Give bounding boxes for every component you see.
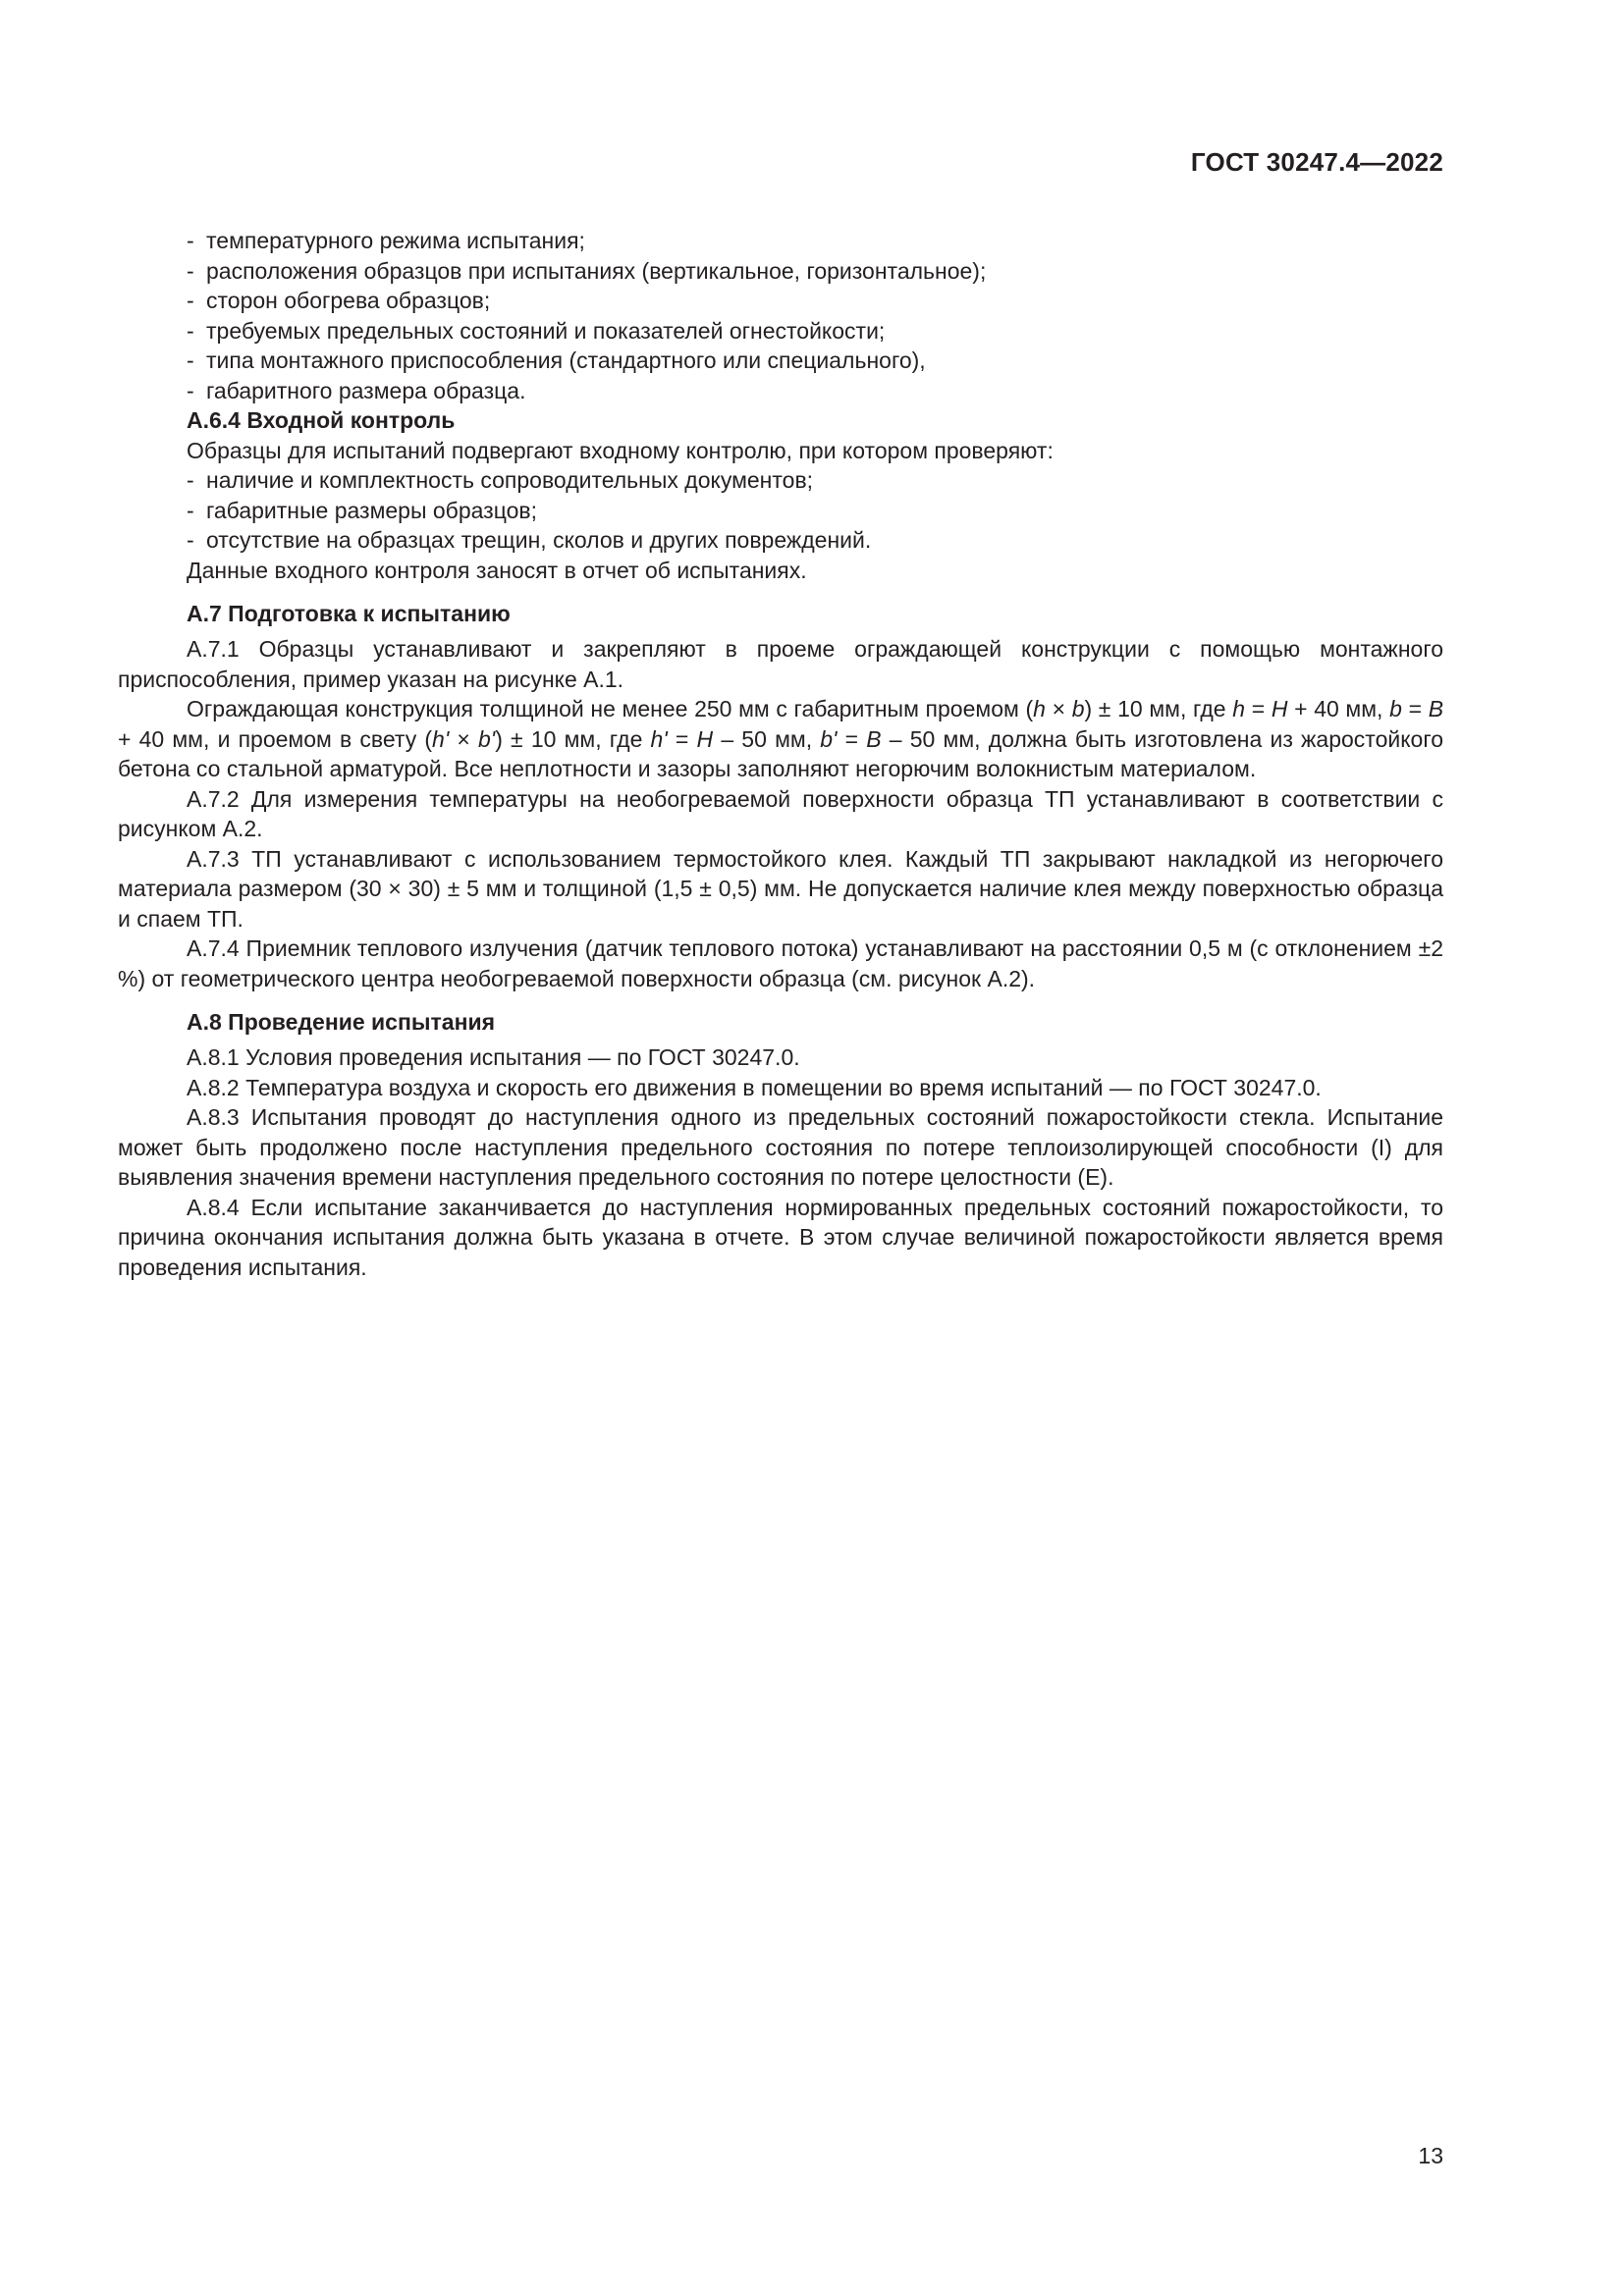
list-item: - габаритные размеры образцов; — [187, 497, 538, 523]
paragraph: А.8.3 Испытания проводят до наступления одного из предельных состояний пожаростойкости стекла. Испытание может быть продолжено после наступления предельного состояния по потере теплоизолирующей способности (I) для выявления значения времени наступления предельного состояния по потере целостности (Е). — [118, 1104, 1443, 1190]
paragraph: А.8.2 Температура воздуха и скорость его движения в помещении во время испытаний — по ГОСТ 30247.0. — [187, 1074, 1322, 1100]
document-number-header: ГОСТ 30247.4—2022 — [1190, 147, 1443, 177]
list-item: - отсутствие на образцах трещин, сколов и других повреждений. — [187, 527, 872, 553]
paragraph: Данные входного контроля заносят в отчет об испытаниях. — [187, 557, 807, 583]
paragraph: Ограждающая конструкция толщиной не менее 250 мм с габаритным проемом (h × b) ± 10 мм, где h = H + 40 мм, b = B + 40 мм, и проемом в свету (h' × b') ± 10 мм, где h' = H – 50 мм, b' = B – 50 мм, должна быть изготовлена из жаростойкого бетона со стальной арматурой. Все неплотности и зазоры заполняют негорючим волокнистым материалом. — [118, 696, 1444, 781]
paragraph: А.7.4 Приемник теплового излучения (датчик теплового потока) устанавливают на расстоянии 0,5 м (с отклонением ±2 %) от геометрического центра необогреваемой поверхности образца (см. рисунок А.2). — [118, 935, 1443, 991]
list-item: - температурного режима испытания; — [187, 228, 585, 253]
paragraph: Образцы для испытаний подвергают входному контролю, при котором проверяют: — [187, 437, 1054, 463]
page-content — [118, 226, 1443, 1282]
paragraph: А.7.3 ТП устанавливают с использованием термостойкого клея. Каждый ТП закрывают накладкой из негорючего материала размером (30 × 30) ± 5 мм и толщиной (1,5 ± 0,5) мм. Не допускается наличие клея между поверхностью образца и спаем ТП. — [118, 845, 1443, 932]
list-item: - расположения образцов при испытаниях (вертикальное, горизонтальное); — [187, 257, 987, 284]
section-heading-a7: А.7 Подготовка к испытанию — [187, 601, 511, 626]
list-item: - требуемых предельных состояний и показателей огнестойкости; — [187, 317, 886, 344]
list-item: - габаритного размера образца. — [187, 377, 526, 403]
paragraph: А.8.1 Условия проведения испытания — по ГОСТ 30247.0. — [187, 1044, 800, 1070]
list-item: - сторон обогрева образцов; — [187, 288, 491, 313]
section-heading-a8: А.8 Проведение испытания — [187, 1009, 496, 1035]
paragraph: А.7.2 Для измерения температуры на необогреваемой поверхности образца ТП устанавливают в соответствии с рисунком А.2. — [118, 785, 1443, 841]
paragraph: А.8.4 Если испытание заканчивается до наступления нормированных предельных состояний пожаростойкости, то причина окончания испытания должна быть указана в отчете. В этом случае величиной пожаростойкости является время проведения испытания. — [118, 1194, 1443, 1280]
list-item: - наличие и комплектность сопроводительных документов; — [187, 467, 814, 493]
subsection-heading-a64: А.6.4 Входной контроль — [187, 407, 456, 433]
page-number: 13 — [1418, 2143, 1443, 2168]
paragraph: А.7.1 Образцы устанавливают и закрепляют в проеме ограждающей конструкции с помощью монтажного приспособления, пример указан на рисунке А.1. — [118, 636, 1443, 692]
list-item: - типа монтажного приспособления (стандартного или специального), — [187, 347, 926, 373]
